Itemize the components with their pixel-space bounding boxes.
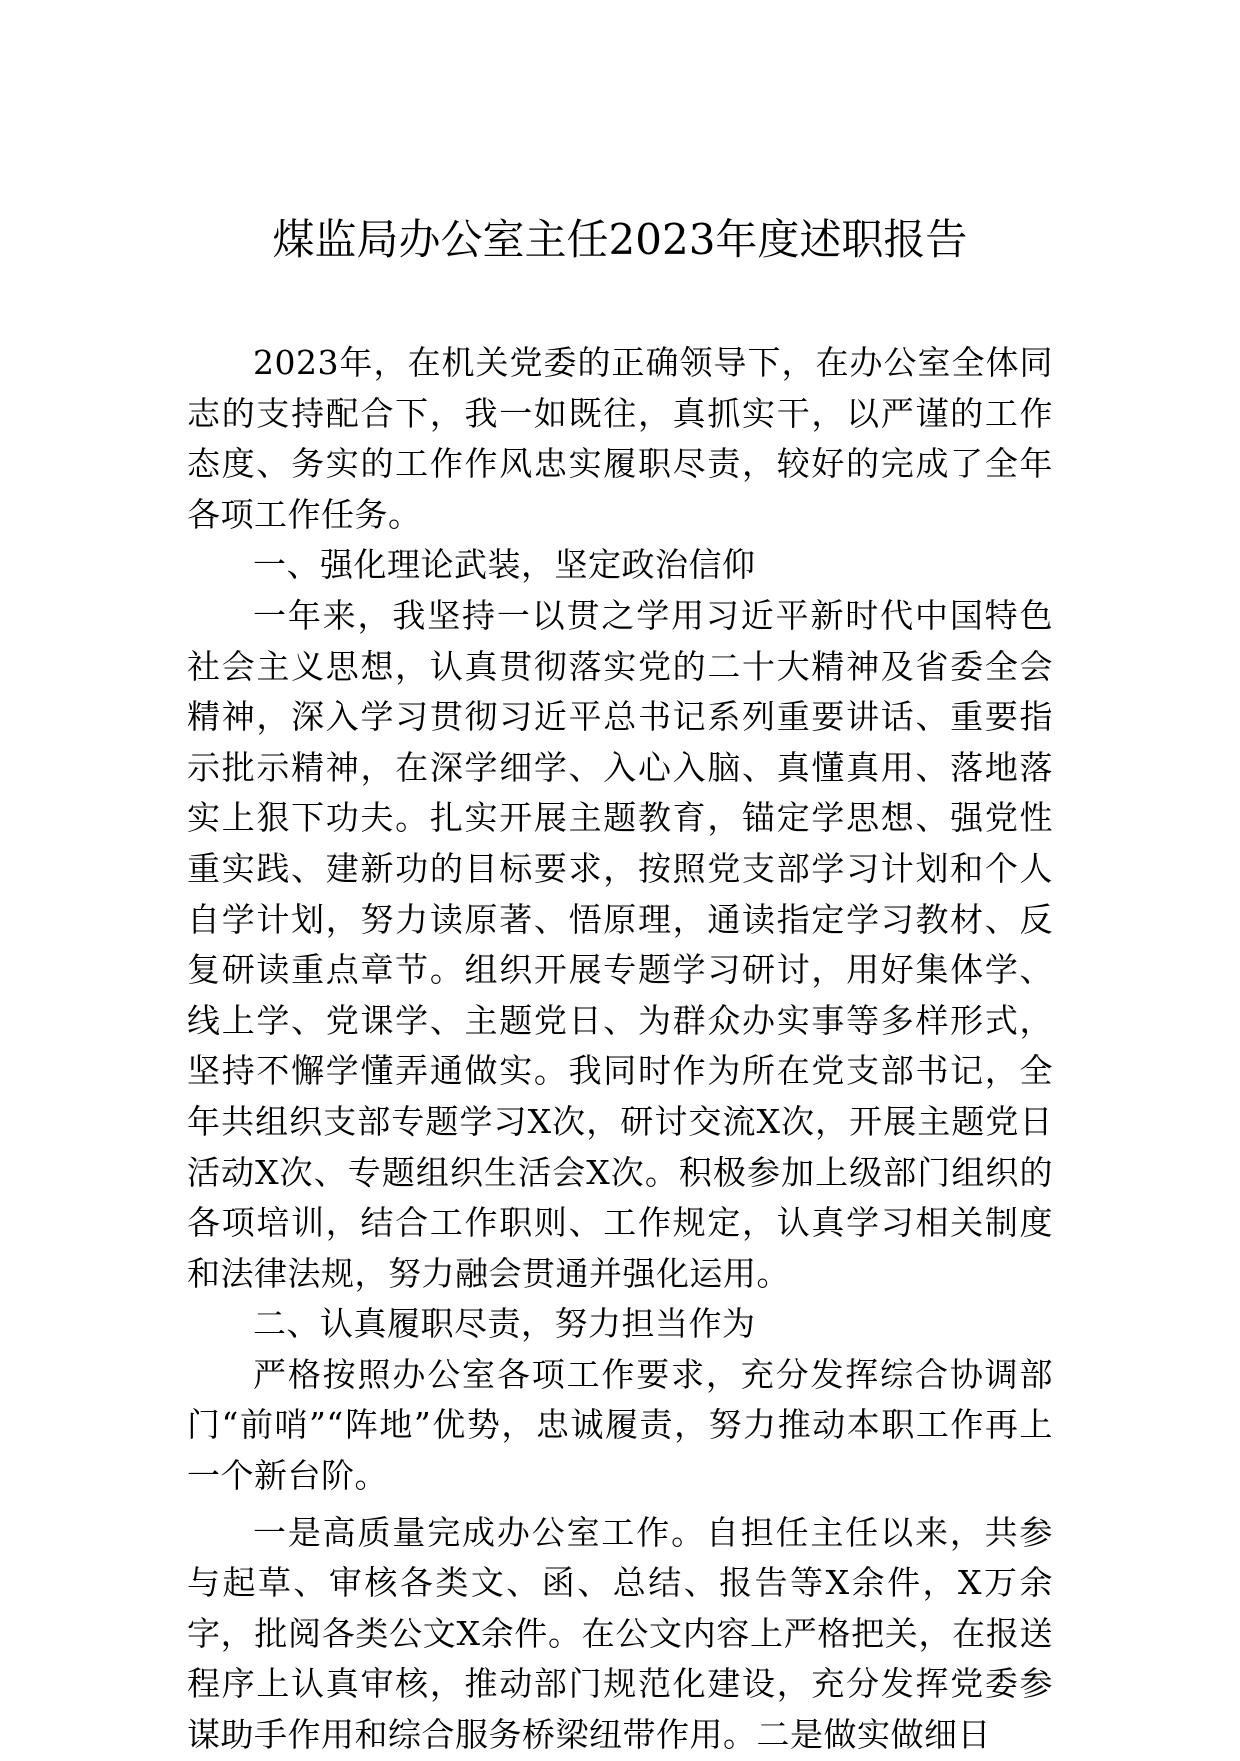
paragraph-office-work: 一是高质量完成办公室工作。自担任主任以来，共参与起草、审核各类文、函、总结、报告等X余件，X万余字，批阅各类公文X余件。在公文内容上严格把关，在报送程序上认真审核，推动部门规范化建设，充分发挥党委参谋助手作用和综合服务桥梁纽带作用。二是做实做细日 [187,1512,1053,1755]
document-body [187,338,1053,1761]
paragraph-intro: 2023年，在机关党委的正确领导下，在办公室全体同志的支持配合下，我一如既往，真抓实干，以严谨的工作态度、务实的工作作风忠实履职尽责，较好的完成了全年各项工作任务。 [187,343,1053,534]
paragraph-duty-overview: 严格按照办公室各项工作要求，充分发挥综合协调部门“前哨”“阵地”优势，忠诚履责，努力推动本职工作再上一个新台阶。 [187,1354,1053,1496]
paragraph-theory-study: 一年来，我坚持一以贯之学用习近平新时代中国特色社会主义思想，认真贯彻落实党的二十大精神及省委全会精神，深入学习贯彻习近平总书记系列重要讲话、重要指示批示精神，在深学细学、入心入脑、真懂真用、落地落实上狠下功夫。扎实开展主题教育，锚定学思想、强党性重实践、建新功的目标要求，按照党支部学习计划和个人自学计划，努力读原著、悟原理，通读指定学习教材、反复研读重点章节。组织开展专题学习研讨，用好集体学、线上学、党课学、主题党日、为群众办实事等多样形式，坚持不懈学懂弄通做实。我同时作为所在党支部书记，全年共组织支部专题学习X次，研讨交流X次，开展主题党日活动X次、专题组织生活会X次。积极参加上级部门组织的各项培训，结合工作职则、工作规定，认真学习相关制度和法律法规，努力融会贯通并强化运用。 [187,595,1053,1293]
section-heading-1: 一、强化理论武装，坚定政治信仰 [253,545,756,585]
section-heading-2: 二、认真履职尽责，努力担当作为 [253,1304,756,1344]
document-title: 煤监局办公室主任2023年度述职报告 [272,215,968,264]
